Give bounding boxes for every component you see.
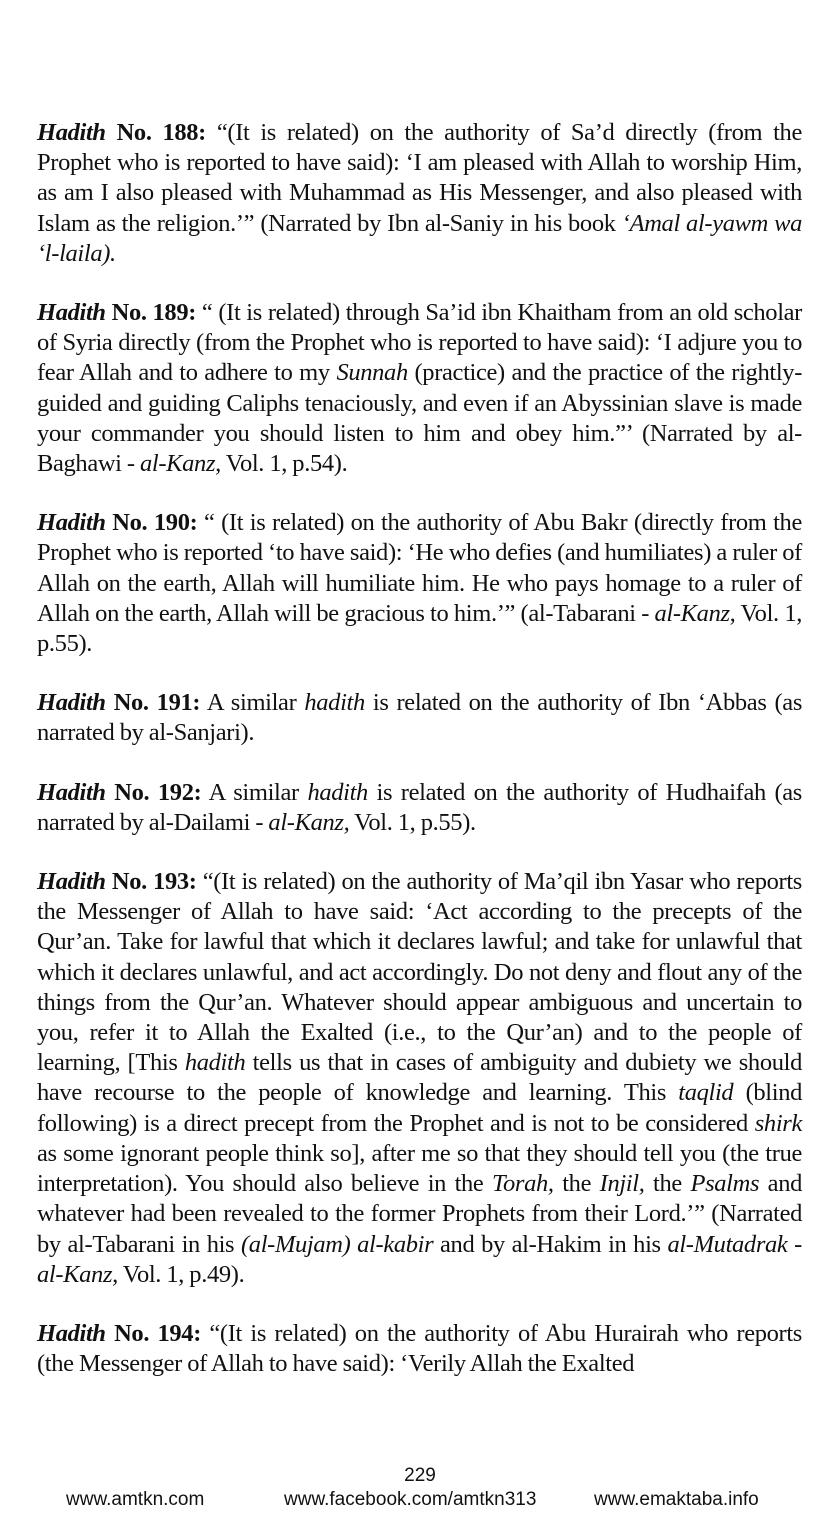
- italic-run: al-Mutadrak - al-Kanz,: [37, 1230, 802, 1288]
- hadith-label: Hadith: [37, 509, 106, 537]
- text-run: “(It is related) on the authority of Abu Hurairah who reports (the Messenger of Allah to have said): ‘Verily Allah the Exalted: [37, 1319, 802, 1378]
- italic-run: hadith: [184, 1049, 246, 1077]
- text-run: “ (It is related) on the authority of Abu Bakr (directly from the Prophet who is reported ‘to have said): ‘He who defies (and humiliates) a ruler of Allah on the earth, Allah will humiliate him. He who pays homage to a ruler of Allah on the earth, Allah will be gracious to him.’” (al-Tabarani -: [37, 509, 802, 627]
- text-run: the: [553, 1170, 600, 1198]
- italic-run: al-Kanz,: [268, 808, 350, 836]
- italic-run: Torah,: [492, 1170, 554, 1198]
- italic-run: taqlid: [678, 1079, 734, 1107]
- text-run: Vol. 1, p.54).: [220, 450, 348, 478]
- hadith-paragraph: [37, 1319, 802, 1379]
- italic-run: Psalms: [690, 1170, 760, 1198]
- text-run: Vol. 1, p.55).: [37, 599, 802, 658]
- footer-link-center[interactable]: www.facebook.com/amtkn313: [284, 1489, 537, 1510]
- text-run: Vol. 1, p.55).: [349, 808, 476, 836]
- page-body: [37, 118, 802, 1408]
- italic-run: shirk: [754, 1109, 802, 1137]
- hadith-label: Hadith: [37, 778, 106, 806]
- hadith-number: No. 189:: [111, 299, 197, 327]
- hadith-number: No. 188:: [116, 119, 206, 146]
- text-run: and whatever had been revealed to the former Prophets from their Lord.’” (Narrated by al-Tabarani in his: [37, 1170, 802, 1258]
- text-run: A similar: [200, 689, 305, 717]
- text-run: as some ignorant people think so], after me so that they should tell you (the true interpretation). You should also believe in the: [37, 1139, 802, 1198]
- text-run: (blind following) is a direct precept from the Prophet and is not to be considered: [37, 1079, 802, 1137]
- hadith-paragraph: [37, 118, 802, 269]
- text-run: “(It is related) on the authority of Ma’qil ibn Yasar who reports the Messenger of Allah to have said: ‘Act according to the precepts of the Qur’an. Take for lawful that which it declares lawful; and take for unlawful that which it declares unlawful, and act accordingly. Do not deny and flout any of the things from the Qur’an. Whatever should appear ambiguous and uncertain to you, refer it to Allah the Exalted (i.e., to the Qur’an) and to the people of learning, [This: [37, 868, 802, 1077]
- hadith-number: No. 194:: [114, 1319, 202, 1347]
- text-run: and by al-Hakim in his: [433, 1230, 668, 1258]
- hadith-label: Hadith: [37, 299, 106, 327]
- italic-run: hadith: [307, 778, 368, 806]
- italic-run: ‘Amal al-yawm wa ‘l-laila).: [37, 209, 802, 267]
- italic-run: al-Kanz,: [654, 599, 736, 627]
- hadith-number: No. 190:: [112, 509, 198, 537]
- text-run: tells us that in cases of ambiguity and dubiety we should have recourse to the people of knowledge and learning. This: [37, 1049, 802, 1107]
- hadith-number: No. 191:: [113, 689, 201, 717]
- hadith-label: Hadith: [37, 689, 106, 717]
- page-number: 229: [404, 1465, 436, 1486]
- hadith-paragraph: [37, 867, 802, 1290]
- text-run: “(It is related) on the authority of Sa’d directly (from the Prophet who is reported to have said): ‘I am pleased with Allah to worship Him, as am I also pleased with Muhammad as His Messenger, and also pleased with Islam as the religion.’” (Narrated by Ibn al-Saniy in his book: [37, 119, 802, 237]
- hadith-number: No. 192:: [114, 778, 202, 806]
- text-run: “ (It is related) through Sa’id ibn Khaitham from an old scholar of Syria directly (from the Prophet who is reported to have said): ‘I adjure you to fear Allah and to adhere to my: [37, 299, 802, 387]
- text-run: A similar: [201, 778, 308, 806]
- italic-run: (al-Mujam) al-kabir: [240, 1230, 434, 1258]
- hadith-number: No. 193:: [111, 868, 197, 896]
- hadith-paragraph: [37, 688, 802, 748]
- italic-run: hadith: [304, 689, 365, 717]
- hadith-label: Hadith: [37, 1319, 106, 1347]
- italic-run: Injil,: [599, 1170, 645, 1198]
- text-run: Vol. 1, p.49).: [117, 1260, 245, 1288]
- text-run: (practice) and the practice of the rightly-guided and guiding Caliphs tenaciously, and even if an Abyssinian slave is made your commander you should listen to him and obey him.”’ (Narrated by al-Baghawi -: [37, 359, 802, 478]
- text-run: is related on the authority of Ibn ‘Abbas (as narrated by al-Sanjari).: [37, 689, 803, 747]
- text-run: the: [644, 1170, 691, 1198]
- italic-run: al-Kanz,: [140, 450, 221, 478]
- hadith-paragraph: [37, 298, 802, 479]
- hadith-label: Hadith: [37, 119, 106, 146]
- italic-run: Sunnah: [336, 359, 408, 387]
- text-run: is related on the authority of Hudhaifah (as narrated by al-Dailami -: [37, 778, 802, 836]
- hadith-paragraph: [37, 508, 802, 659]
- footer-link-right[interactable]: www.emaktaba.info: [594, 1489, 759, 1510]
- hadith-label: Hadith: [37, 868, 106, 896]
- footer: [0, 1489, 840, 1517]
- footer-link-left[interactable]: www.amtkn.com: [66, 1489, 205, 1510]
- hadith-paragraph: [37, 778, 802, 838]
